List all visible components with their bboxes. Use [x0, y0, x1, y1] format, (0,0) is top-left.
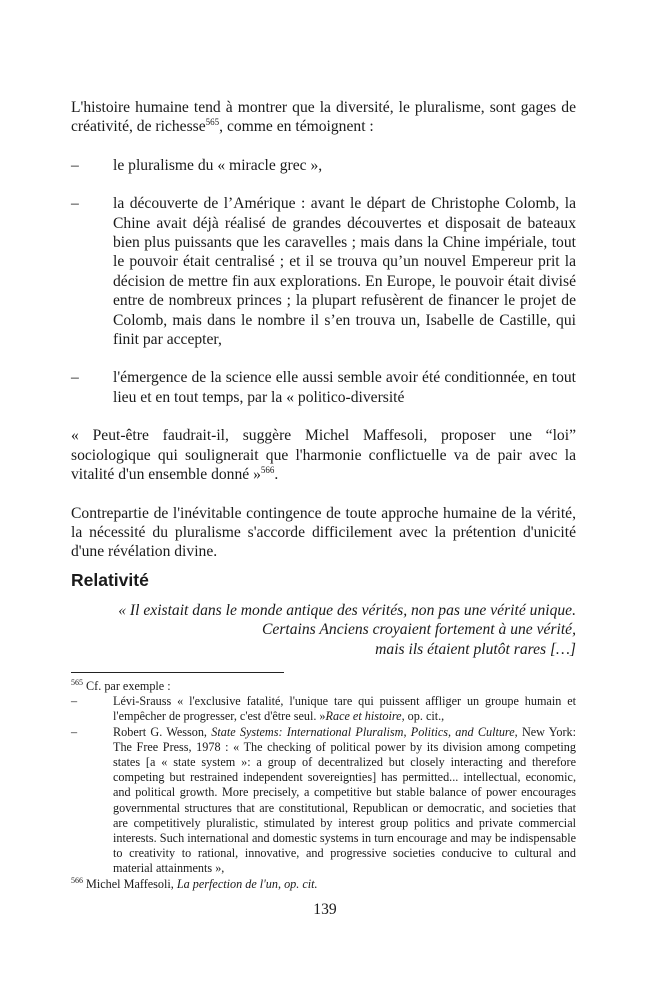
footnote-intro: Cf. par exemple :: [83, 679, 171, 693]
footnote-565-item-levi-strauss: [71, 694, 576, 724]
op-cit-reference: op. cit.: [284, 876, 318, 891]
footnote-565-item-wesson: [71, 725, 576, 877]
page-body: [71, 98, 576, 659]
footnote-item-text-after: , op. cit.,: [401, 709, 445, 724]
footnote-566: [71, 877, 576, 892]
footnote-number-565: 565: [71, 678, 83, 687]
dash-marker: –: [71, 369, 79, 387]
bullet-item-science: [71, 368, 576, 407]
intro-text: L'histoire humaine tend à montrer que la diversité, le pluralisme, sont gages de créativité, de richesse: [71, 99, 576, 136]
footnote-author: Robert G. Wesson,: [113, 724, 212, 739]
dash-marker: –: [71, 724, 78, 739]
footnote-divider: [71, 672, 284, 673]
footnote-ref-566[interactable]: 566: [260, 465, 275, 476]
book-title: Race et histoire: [325, 709, 402, 724]
section-heading: Relativité: [71, 569, 149, 590]
quote-text: « Peut-être faudrait-il, suggère Michel Maffesoli, proposer une “loi” sociologique qui soulignerait que l'harmonie conflictuelle va de pair avec la vitalité d'un ensemble donné »: [71, 427, 576, 484]
footnote-author: Michel Maffesoli,: [83, 876, 177, 891]
page-number: 139: [313, 901, 337, 918]
footnotes: [71, 679, 576, 892]
maffesoli-quote-paragraph: [71, 426, 576, 484]
intro-paragraph: [71, 98, 576, 137]
conclusion-paragraph: Contrepartie de l'inévitable contingence de toute approche humaine de la vérité, la nécessité du pluralisme s'accorde difficilement avec la prétention d'unicité d'une révélation divine.: [71, 504, 576, 561]
bullet-text: la découverte de l’Amérique : avant le départ de Christophe Colomb, la Chine avait déjà réalisé de grandes découvertes et disposait de bateaux bien plus puissants que les caravelles ; mais dans la Chine impériale, tout le pouvoir était centralisé ; et il se trouva qu’un nouvel Empereur prit la décision de mettre fin aux explorations. En Europe, le pouvoir était divisé entre de nombreux princes ; la plupart refusèrent de financer le projet de Colomb, mais dans le nombre il s’en trouva un, Isabelle de Castille, qui finit par accepter,: [113, 195, 576, 349]
book-title: State Systems: International Pluralism, Politics, and Culture: [211, 724, 515, 739]
footnote-item-text: Lévi-Srauss « l'exclusive fatalité, l'unique tare qui puissent affliger un groupe humain et l'empêcher de progresser, c'est d'être seul. »: [113, 694, 576, 724]
epigraph-line-3: mais ils étaient plutôt rares […]: [375, 640, 576, 658]
dash-marker: –: [71, 694, 78, 709]
bullet-item-amerique: [71, 194, 576, 349]
dash-marker: –: [71, 156, 79, 174]
epigraph-line-2: Certains Anciens croyaient fortement à une vérité,: [262, 621, 576, 639]
footnote-number-566: 566: [71, 875, 83, 885]
bullet-item-miracle-grec: [71, 156, 576, 175]
epigraph-line-1: « Il existait dans le monde antique des vérités, non pas une vérité unique.: [118, 601, 576, 619]
bullet-text: le pluralisme du « miracle grec »,: [113, 156, 323, 174]
dash-marker: –: [71, 195, 79, 213]
quote-text-after: .: [274, 466, 279, 484]
footnote-separator: ,: [277, 876, 285, 891]
footnote-item-text-after: , New York: The Free Press, 1978 : « The checking of political power by its division among competing states [a « state system »: a group of decentralized but closely interacting and therefore competing but restrained independent sovereignties] has permitted... intellectual, economic, and political growth. More precisely, a competitive but stable balance of power encourages governmental structures that are constitutional, Republican or democratic, and societies that are competitively pluralistic, stimulated by interest group politics and private commercial interests. Such international and domestic systems in turn encourage and may be indispensable to creativity to rational, innovative, and progressive societies conducive to cultural and material attainments »,: [113, 724, 576, 876]
footnote-ref-565[interactable]: 565: [205, 117, 220, 128]
footnote-565: [71, 679, 576, 694]
bullet-text: l'émergence de la science elle aussi semble avoir été conditionnée, en tout lieu et en tout temps, par la « politico-diversité: [113, 369, 576, 406]
book-title: La perfection de l'un: [176, 876, 278, 891]
intro-text-after: , comme en témoignent :: [219, 118, 374, 136]
epigraph: [71, 601, 576, 659]
